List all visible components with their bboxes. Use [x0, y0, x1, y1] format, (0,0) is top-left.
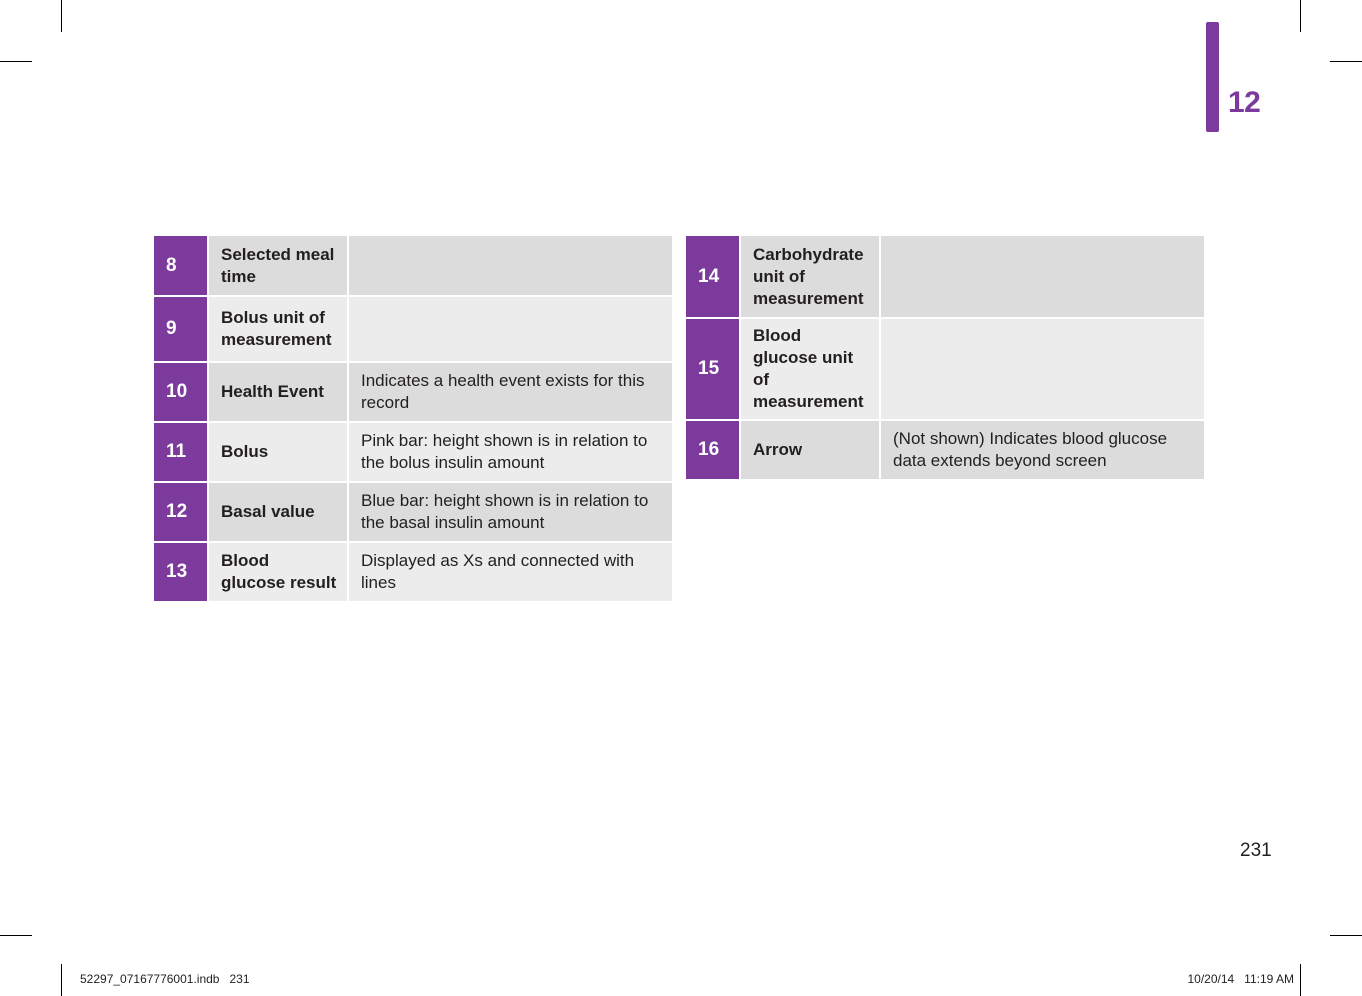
- table-row: [154, 482, 672, 542]
- chapter-tab-bar: [1206, 22, 1219, 132]
- crop-mark: [1300, 964, 1301, 996]
- table-row: [686, 318, 1204, 420]
- crop-mark: [0, 935, 32, 936]
- row-description: [880, 236, 1204, 318]
- row-description: (Not shown) Indicates blood glucose data extends beyond screen: [880, 420, 1204, 480]
- row-number: 16: [686, 420, 740, 480]
- row-number: 9: [154, 296, 208, 362]
- crop-mark: [1330, 935, 1362, 936]
- table-row: [154, 362, 672, 422]
- page-number: 231: [1240, 840, 1272, 861]
- callout-table-right: [686, 236, 1204, 481]
- table-row: [154, 422, 672, 482]
- table-row: [154, 542, 672, 602]
- row-description: [880, 318, 1204, 420]
- row-term: Bolus: [208, 422, 348, 482]
- row-description: [348, 296, 672, 362]
- crop-mark: [61, 964, 62, 996]
- row-description: [348, 236, 672, 296]
- crop-mark: [1300, 0, 1301, 32]
- file-slug: 52297_07167776001.indb 231: [80, 972, 250, 986]
- row-term: Carbohydrate unit of measurement: [740, 236, 880, 318]
- row-term: Blood glucose unit of measurement: [740, 318, 880, 420]
- chapter-number: 12: [1228, 86, 1261, 119]
- date-slug: 10/20/14 11:19 AM: [1187, 972, 1294, 986]
- table-row: [686, 236, 1204, 318]
- crop-mark: [1330, 61, 1362, 62]
- row-number: 11: [154, 422, 208, 482]
- row-term: Basal value: [208, 482, 348, 542]
- crop-mark: [61, 0, 62, 32]
- row-term: Health Event: [208, 362, 348, 422]
- row-number: 15: [686, 318, 740, 420]
- row-description: Blue bar: height shown is in relation to the basal insulin amount: [348, 482, 672, 542]
- table-row: [686, 420, 1204, 480]
- callout-table-left: [154, 236, 672, 603]
- row-number: 10: [154, 362, 208, 422]
- row-number: 13: [154, 542, 208, 602]
- row-number: 8: [154, 236, 208, 296]
- row-term: Blood glucose result: [208, 542, 348, 602]
- row-term: Selected meal time: [208, 236, 348, 296]
- table-row: [154, 296, 672, 362]
- row-number: 12: [154, 482, 208, 542]
- row-term: Arrow: [740, 420, 880, 480]
- row-term: Bolus unit of measurement: [208, 296, 348, 362]
- row-description: Indicates a health event exists for this record: [348, 362, 672, 422]
- table-row: [154, 236, 672, 296]
- crop-mark: [0, 61, 32, 62]
- row-description: Pink bar: height shown is in relation to the bolus insulin amount: [348, 422, 672, 482]
- row-number: 14: [686, 236, 740, 318]
- row-description: Displayed as Xs and connected with lines: [348, 542, 672, 602]
